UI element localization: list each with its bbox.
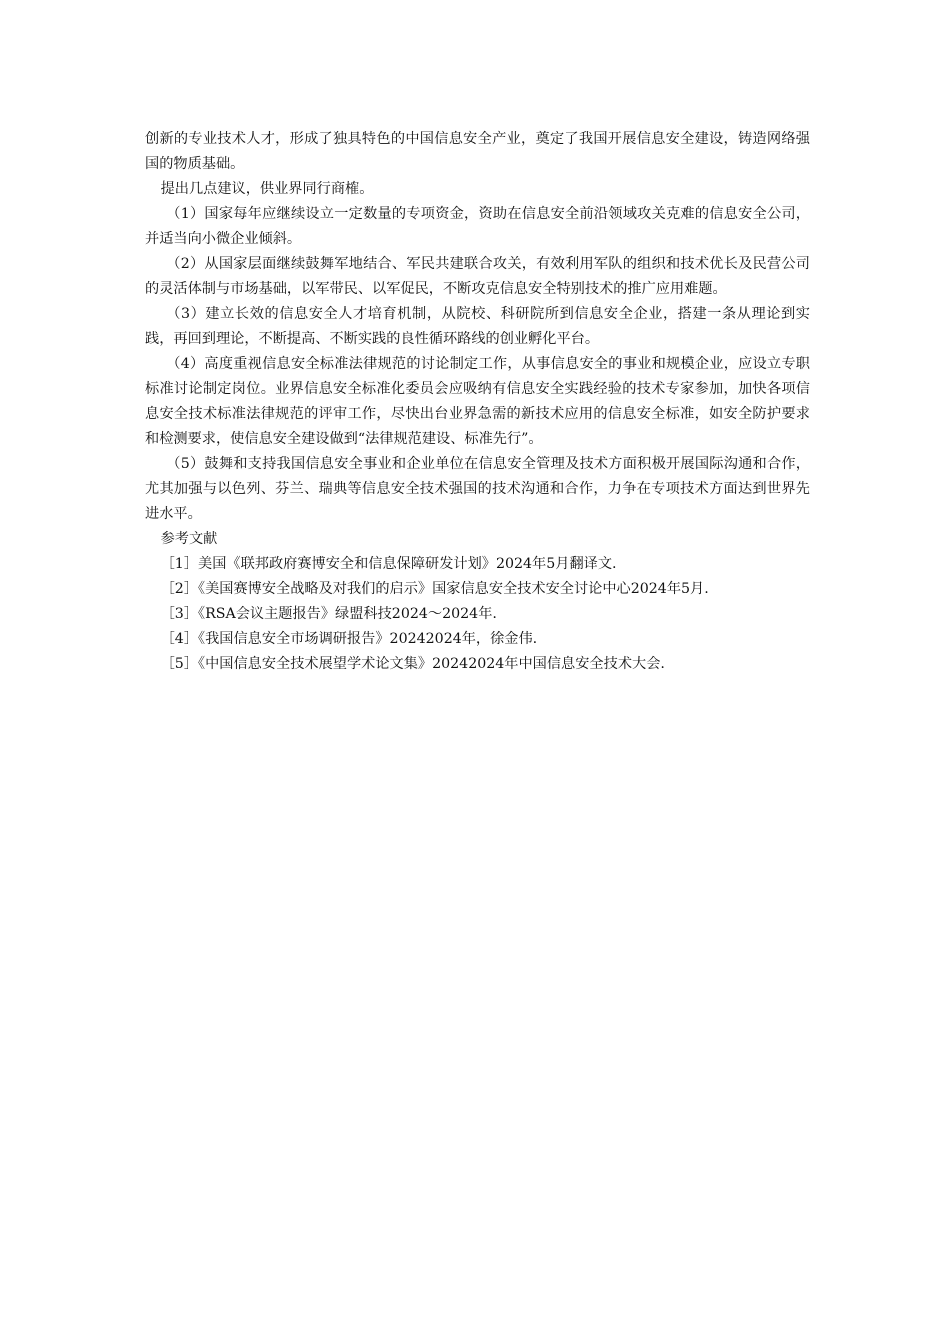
reference-item-5: ［5］《中国信息安全技术展望学术论文集》20242024年中国信息安全技术大会. — [160, 656, 665, 672]
references-list — [145, 552, 810, 677]
document-body — [145, 127, 810, 677]
reference-item-2: ［2］《美国赛博安全战略及对我们的启示》国家信息安全技术安全讨论中心2024年5月. — [160, 581, 709, 597]
reference-item-4: ［4］《我国信息安全市场调研报告》20242024年，徐金伟. — [160, 631, 538, 647]
paragraph-intro-continuation: 创新的专业技术人才，形成了独具特色的中国信息安全产业，奠定了我国开展信息安全建设，铸造网络强国的物质基础。 — [145, 131, 810, 172]
paragraph-suggestion-5: （5）鼓舞和支持我国信息安全事业和企业单位在信息安全管理及技术方面积极开展国际沟通和合作，尤其加强与以色列、芬兰、瑞典等信息安全技术强国的技术沟通和合作，力争在专项技术方面达到世界先进水平。 — [145, 456, 810, 522]
paragraph-suggestion-1: （1）国家每年应继续设立一定数量的专项资金，资助在信息安全前沿领域攻关克难的信息安全公司，并适当向小微企业倾斜。 — [145, 206, 810, 247]
paragraph-suggestions-lead: 提出几点建议，供业界同行商榷。 — [160, 181, 374, 197]
reference-item-3: ［3］《RSA会议主题报告》绿盟科技2024～2024年. — [160, 606, 497, 622]
references-heading: 参考文献 — [160, 531, 218, 547]
paragraph-suggestion-3: （3）建立长效的信息安全人才培育机制，从院校、科研院所到信息安全企业，搭建一条从理论到实践，再回到理论，不断提高、不断实践的良性循环路线的创业孵化平台。 — [145, 306, 810, 347]
paragraph-suggestion-2: （2）从国家层面继续鼓舞军地结合、军民共建联合攻关，有效利用军队的组织和技术优长及民营公司的灵活体制与市场基础，以军带民、以军促民，不断攻克信息安全特别技术的推广应用难题。 — [145, 256, 810, 297]
paragraph-suggestion-4: （4）高度重视信息安全标准法律规范的讨论制定工作，从事信息安全的事业和规模企业，应设立专职标准讨论制定岗位。业界信息安全标准化委员会应吸纳有信息安全实践经验的技术专家参加，加快各项信息安全技术标准法律规范的评审工作，尽快出台业界急需的新技术应用的信息安全标准，如安全防护要求和检测要求，使信息安全建设做到“法律规范建设、标准先行”。 — [145, 356, 810, 447]
reference-item-1: ［1］美国《联邦政府赛博安全和信息保障研发计划》2024年5月翻译文. — [160, 556, 617, 572]
